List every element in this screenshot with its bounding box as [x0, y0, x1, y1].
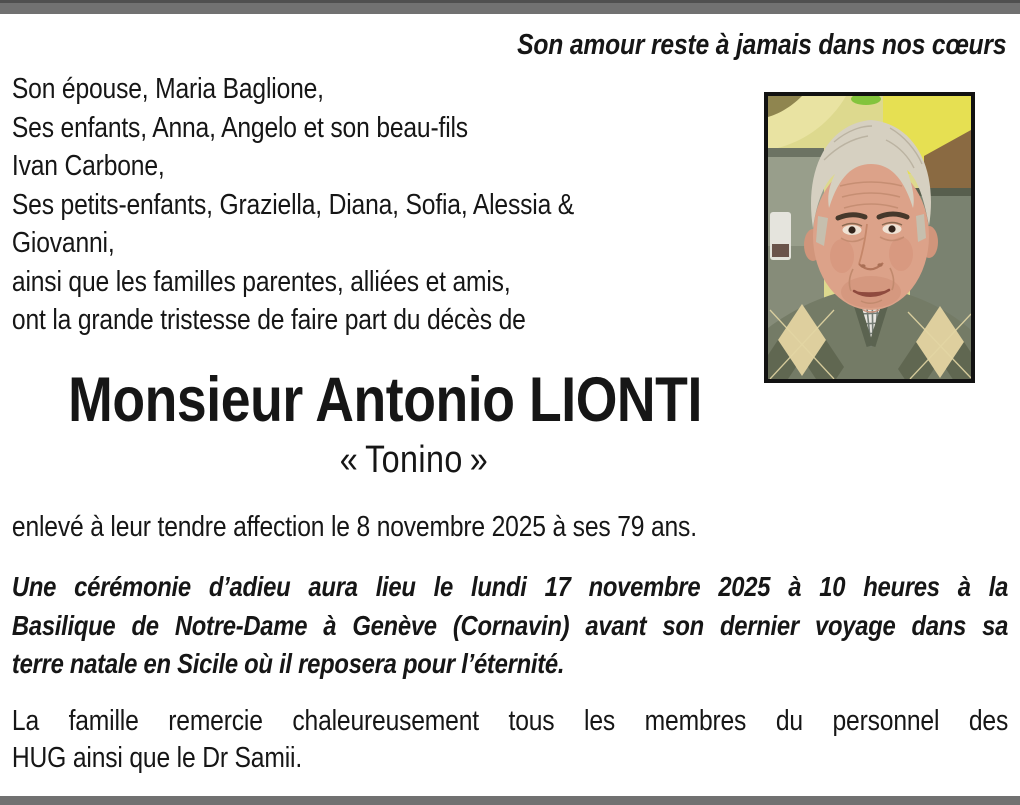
portrait-photo — [764, 92, 975, 383]
family-line: ainsi que les familles parentes, alliées et amis, — [11, 265, 511, 298]
thanks-line: HUG ainsi que le Dr Samii. — [11, 742, 303, 774]
thanks-paragraph — [12, 703, 1008, 777]
deceased-nickname: « Tonino » — [339, 439, 489, 481]
thanks-line: La famille remercie chaleureusement tous les membres du personnel des — [11, 705, 1009, 737]
family-line: Ivan Carbone, — [11, 150, 165, 182]
family-line: Ses enfants, Anna, Angelo et son beau-fils — [11, 111, 468, 144]
ceremony-line: Basilique de Notre-Dame à Genève (Cornavin) avant son dernier voyage dans sa — [11, 609, 1009, 641]
deceased-name: Monsieur Antonio LIONTI — [68, 365, 702, 435]
bottom-divider-bar — [0, 796, 1020, 805]
family-line: ont la grande tristesse de faire part du décès de — [11, 304, 526, 336]
family-lines — [12, 70, 574, 340]
family-line: Giovanni, — [11, 227, 115, 259]
ceremony-paragraph — [12, 568, 1008, 684]
ceremony-line: terre natale en Sicile où il reposera pour l’éternité. — [11, 648, 565, 679]
family-line: Son épouse, Maria Baglione, — [11, 73, 324, 105]
portrait-illustration — [768, 96, 971, 379]
family-line: Ses petits-enfants, Graziella, Diana, Sofia, Alessia & — [11, 188, 575, 221]
epigraph: Son amour reste à jamais dans nos cœurs — [517, 29, 1007, 61]
ceremony-line: Une cérémonie d’adieu aura lieu le lundi 17 novembre 2025 à 10 heures à la — [11, 571, 1009, 602]
death-announcement: enlevé à leur tendre affection le 8 novembre 2025 à ses 79 ans. — [11, 511, 697, 543]
